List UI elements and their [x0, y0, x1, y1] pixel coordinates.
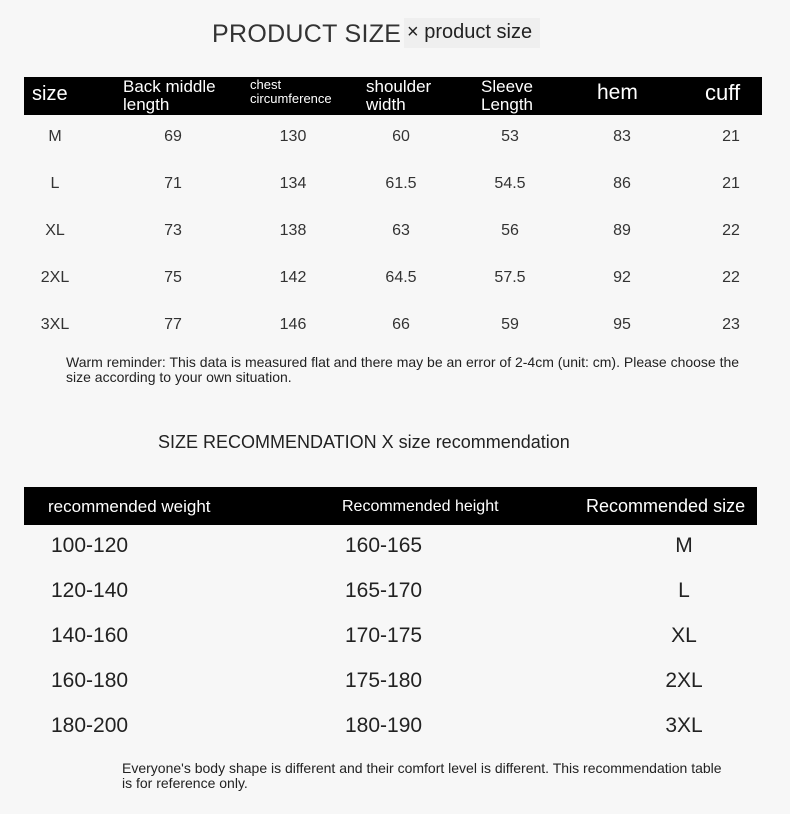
table-row: [24, 615, 757, 660]
header-hem: hem: [597, 81, 638, 104]
cell-shoulder: 60: [392, 128, 410, 145]
cell-sleeve: 54.5: [494, 175, 526, 192]
cell-sleeve: 53: [501, 128, 519, 145]
cell-cuff: 23: [722, 316, 740, 333]
cell-cuff: 22: [722, 222, 740, 239]
cell-shoulder: 61.5: [385, 175, 417, 192]
cell-weight: 120-140: [51, 579, 129, 602]
cell-hem: 89: [613, 222, 631, 239]
cell-sleeve: 59: [501, 316, 519, 333]
cell-size: XL: [671, 624, 697, 647]
cell-back-length: 69: [164, 128, 182, 145]
size-recommendation-title: SIZE RECOMMENDATION X size recommendation: [158, 432, 570, 452]
cell-hem: 92: [613, 269, 631, 286]
cell-height: 170-175: [345, 624, 423, 647]
product-size-subtitle: × product size: [404, 18, 540, 48]
reference-note: Everyone's body shape is different and their comfort level is different. This recommendation table is for reference only.: [122, 760, 722, 791]
header-sleeve-length: Sleeve Length: [481, 77, 533, 114]
table-row: [24, 209, 762, 256]
table-row: [24, 705, 757, 750]
cell-size: L: [678, 579, 690, 602]
cell-sleeve: 56: [501, 222, 519, 239]
cell-shoulder: 63: [392, 222, 410, 239]
cell-chest: 138: [279, 222, 307, 239]
cell-hem: 95: [613, 316, 631, 333]
cell-size: XL: [45, 222, 65, 239]
cell-weight: 180-200: [51, 714, 129, 737]
cell-back-length: 71: [164, 175, 182, 192]
cell-weight: 160-180: [51, 669, 129, 692]
header-size: size: [32, 83, 68, 105]
cell-shoulder: 66: [392, 316, 410, 333]
cell-height: 175-180: [345, 669, 423, 692]
table-row: [24, 162, 762, 209]
cell-size: M: [48, 128, 62, 145]
header-chest-circumference: chest circumference: [250, 77, 332, 106]
cell-hem: 86: [613, 175, 631, 192]
recommendation-table-header: [24, 487, 757, 525]
cell-back-length: 77: [164, 316, 182, 333]
cell-shoulder: 64.5: [385, 269, 417, 286]
cell-size: 3XL: [40, 316, 70, 333]
header-recommended-weight: recommended weight: [48, 497, 211, 516]
table-row: [24, 570, 757, 615]
table-row: [24, 303, 762, 350]
cell-back-length: 75: [164, 269, 182, 286]
cell-size: L: [50, 175, 60, 192]
size-table: [24, 77, 762, 350]
cell-chest: 146: [279, 316, 307, 333]
recommendation-table: [24, 487, 757, 750]
header-shoulder-width: shoulder width: [366, 77, 432, 114]
cell-sleeve: 57.5: [494, 269, 526, 286]
table-row: [24, 660, 757, 705]
cell-size: 2XL: [40, 269, 70, 286]
header-recommended-height: Recommended height: [342, 498, 499, 515]
cell-size: 3XL: [665, 714, 703, 737]
cell-cuff: 21: [722, 128, 740, 145]
product-size-title: PRODUCT SIZE: [212, 20, 402, 48]
header-cuff: cuff: [705, 80, 741, 105]
cell-weight: 140-160: [51, 624, 129, 647]
cell-back-length: 73: [164, 222, 182, 239]
cell-height: 160-165: [345, 534, 423, 557]
cell-size: 2XL: [665, 669, 703, 692]
cell-chest: 134: [279, 175, 307, 192]
cell-hem: 83: [613, 128, 631, 145]
cell-height: 180-190: [345, 714, 423, 737]
cell-cuff: 21: [722, 175, 740, 192]
table-row: [24, 256, 762, 303]
cell-chest: 130: [279, 128, 307, 145]
size-table-header: [24, 77, 762, 115]
table-row: [24, 115, 762, 162]
cell-height: 165-170: [345, 579, 423, 602]
header-back-middle-length: Back middle length: [123, 77, 216, 114]
header-recommended-size: Recommended size: [586, 496, 746, 516]
warm-reminder: Warm reminder: This data is measured flat and there may be an error of 2-4cm (unit: cm). Please choose the size according to your own situation.: [66, 354, 740, 385]
cell-chest: 142: [279, 269, 307, 286]
cell-size: M: [675, 534, 693, 557]
cell-weight: 100-120: [51, 534, 129, 557]
cell-cuff: 22: [722, 269, 740, 286]
table-row: [24, 525, 757, 570]
